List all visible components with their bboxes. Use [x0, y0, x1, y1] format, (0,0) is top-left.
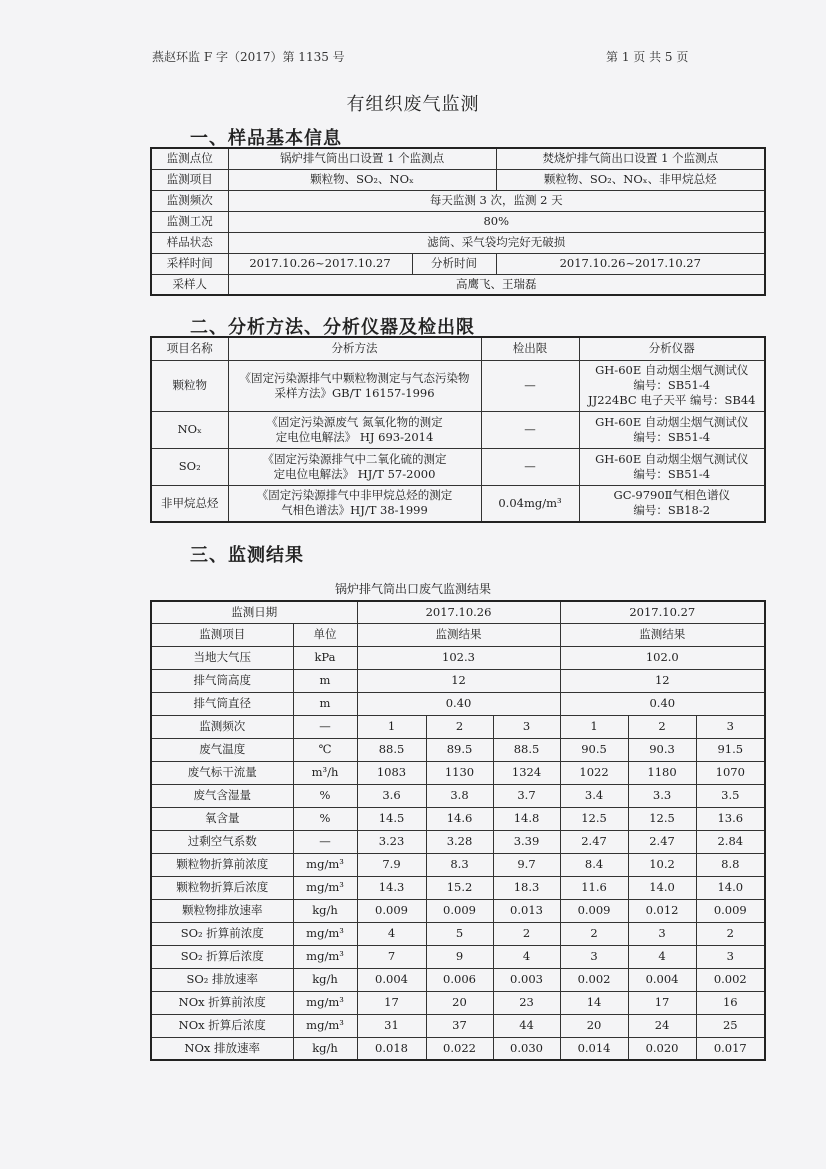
results-value: 3.28: [426, 830, 493, 853]
results-value: 0.012: [628, 899, 696, 922]
results-value: 3.6: [357, 784, 426, 807]
results-value: 2: [493, 922, 560, 945]
results-value: 1324: [493, 761, 560, 784]
results-value: 3: [696, 715, 765, 738]
results-value: 37: [426, 1014, 493, 1037]
results-value: 1: [560, 715, 628, 738]
results-unit: m³/h: [293, 761, 357, 784]
results-value: 3.4: [560, 784, 628, 807]
results-item: 氧含量: [151, 807, 293, 830]
methods-instrument: GH-60E 自动烟尘烟气测试仪 编号：SB51-4 JJ224BC 电子天平 编号：SB44: [579, 360, 765, 411]
methods-header: 项目名称: [151, 337, 228, 360]
results-value: 0.004: [357, 968, 426, 991]
results-item: NOx 折算后浓度: [151, 1014, 293, 1037]
sample-info-table: [150, 147, 766, 296]
methods-item: SO₂: [151, 448, 228, 485]
results-unit: —: [293, 830, 357, 853]
results-unit: kg/h: [293, 1037, 357, 1060]
sample-info-label: 采样时间: [151, 253, 228, 274]
results-item: SO₂ 折算前浓度: [151, 922, 293, 945]
results-item: 颗粒物折算后浓度: [151, 876, 293, 899]
results-item: 过剩空气系数: [151, 830, 293, 853]
results-value: 18.3: [493, 876, 560, 899]
results-value: 1180: [628, 761, 696, 784]
methods-method: 《固定污染源废气 氮氧化物的测定 定电位电解法》 HJ 693-2014: [228, 411, 481, 448]
results-item: 废气标干流量: [151, 761, 293, 784]
results-value: 8.8: [696, 853, 765, 876]
table-row: [151, 922, 765, 945]
results-value: 91.5: [696, 738, 765, 761]
results-date-2: 2017.10.27: [560, 601, 765, 623]
results-value: 2: [560, 922, 628, 945]
sample-info-value: 颗粒物、SO₂、NOₓ、非甲烷总烃: [496, 169, 765, 190]
methods-method: 《固定污染源排气中二氧化硫的测定 定电位电解法》 HJ/T 57-2000: [228, 448, 481, 485]
methods-item: 颗粒物: [151, 360, 228, 411]
results-value: 7: [357, 945, 426, 968]
table-row: [151, 876, 765, 899]
page-info: 第 1 页 共 5 页: [606, 50, 689, 64]
results-value: 20: [426, 991, 493, 1014]
results-value: 7.9: [357, 853, 426, 876]
results-unit: —: [293, 715, 357, 738]
results-value: 3.39: [493, 830, 560, 853]
results-caption: 锅炉排气筒出口废气监测结果: [334, 582, 491, 596]
results-value: 3: [560, 945, 628, 968]
results-value: 0.017: [696, 1037, 765, 1060]
results-value: 0.002: [696, 968, 765, 991]
results-value: 2: [696, 922, 765, 945]
table-row: [151, 761, 765, 784]
results-value: 14.3: [357, 876, 426, 899]
sample-info-value: 80%: [228, 211, 765, 232]
results-unit: kg/h: [293, 968, 357, 991]
section-heading-methods: 二、分析方法、分析仪器及检出限: [190, 317, 475, 338]
methods-item: NOₓ: [151, 411, 228, 448]
sample-info-label: 分析时间: [412, 253, 496, 274]
results-unit: mg/m³: [293, 853, 357, 876]
table-row: [151, 945, 765, 968]
table-row: [151, 899, 765, 922]
results-unit: mg/m³: [293, 1014, 357, 1037]
results-unit: m: [293, 692, 357, 715]
results-item: 排气筒直径: [151, 692, 293, 715]
results-value: 44: [493, 1014, 560, 1037]
sample-info-value: 高鹰飞、王瑞磊: [228, 274, 765, 295]
results-value: 10.2: [628, 853, 696, 876]
table-row: [151, 807, 765, 830]
results-value: 8.3: [426, 853, 493, 876]
results-value: 0.003: [493, 968, 560, 991]
results-value: 102.0: [560, 646, 765, 669]
results-value: 0.009: [696, 899, 765, 922]
results-value: 12.5: [628, 807, 696, 830]
document-title: 有组织废气监测: [346, 94, 480, 115]
results-value: 1130: [426, 761, 493, 784]
results-value: 15.2: [426, 876, 493, 899]
methods-method: 《固定污染源排气中非甲烷总烃的测定 气相色谱法》HJ/T 38-1999: [228, 485, 481, 522]
results-value: 3: [696, 945, 765, 968]
results-value: 0.030: [493, 1037, 560, 1060]
table-row: [151, 646, 765, 669]
results-value: 5: [426, 922, 493, 945]
methods-limit: 0.04mg/m³: [481, 485, 579, 522]
results-item: SO₂ 排放速率: [151, 968, 293, 991]
results-value: 9: [426, 945, 493, 968]
results-value: 88.5: [357, 738, 426, 761]
results-result-label-2: 监测结果: [560, 623, 765, 646]
results-value: 4: [628, 945, 696, 968]
methods-item: 非甲烷总烃: [151, 485, 228, 522]
results-value: 25: [696, 1014, 765, 1037]
sample-info-label: 监测点位: [151, 148, 228, 169]
results-value: 3.5: [696, 784, 765, 807]
sample-info-label: 样品状态: [151, 232, 228, 253]
results-value: 0.009: [560, 899, 628, 922]
results-item: NOx 排放速率: [151, 1037, 293, 1060]
results-value: 102.3: [357, 646, 560, 669]
table-row: [151, 738, 765, 761]
results-unit: mg/m³: [293, 922, 357, 945]
results-value: 3.23: [357, 830, 426, 853]
methods-limit: —: [481, 360, 579, 411]
results-value: 16: [696, 991, 765, 1014]
table-row: [151, 715, 765, 738]
results-value: 20: [560, 1014, 628, 1037]
results-value: 2.47: [628, 830, 696, 853]
results-date-1: 2017.10.26: [357, 601, 560, 623]
methods-limit: —: [481, 411, 579, 448]
results-value: 14.8: [493, 807, 560, 830]
results-item: 颗粒物折算前浓度: [151, 853, 293, 876]
methods-header: 分析方法: [228, 337, 481, 360]
results-value: 0.013: [493, 899, 560, 922]
results-item: 排气筒高度: [151, 669, 293, 692]
results-value: 9.7: [493, 853, 560, 876]
results-value: 0.40: [560, 692, 765, 715]
results-value: 0.006: [426, 968, 493, 991]
methods-instrument: GC-9790Ⅱ气相色谱仪 编号：SB18-2: [579, 485, 765, 522]
results-value: 3.3: [628, 784, 696, 807]
results-value: 90.5: [560, 738, 628, 761]
results-value: 0.004: [628, 968, 696, 991]
results-item: 颗粒物排放速率: [151, 899, 293, 922]
results-unit: kg/h: [293, 899, 357, 922]
sample-info-label: 监测项目: [151, 169, 228, 190]
results-item: 废气含湿量: [151, 784, 293, 807]
sample-info-label: 采样人: [151, 274, 228, 295]
document-number: 燕赵环监 F 字（2017）第 1135 号: [152, 50, 345, 64]
methods-limit: —: [481, 448, 579, 485]
results-unit: %: [293, 807, 357, 830]
results-unit: mg/m³: [293, 876, 357, 899]
results-value: 14.0: [696, 876, 765, 899]
results-value: 24: [628, 1014, 696, 1037]
results-item: SO₂ 折算后浓度: [151, 945, 293, 968]
methods-header: 分析仪器: [579, 337, 765, 360]
results-value: 14.0: [628, 876, 696, 899]
table-row: [151, 968, 765, 991]
table-row: [151, 784, 765, 807]
results-unit: %: [293, 784, 357, 807]
results-unit: ℃: [293, 738, 357, 761]
results-value: 4: [357, 922, 426, 945]
results-value: 0.009: [426, 899, 493, 922]
results-value: 3.8: [426, 784, 493, 807]
methods-table: [150, 336, 766, 523]
results-value: 23: [493, 991, 560, 1014]
results-item: 监测频次: [151, 715, 293, 738]
results-value: 12: [560, 669, 765, 692]
results-value: 14: [560, 991, 628, 1014]
results-value: 12: [357, 669, 560, 692]
results-item-label: 监测项目: [151, 623, 293, 646]
table-row: [151, 1037, 765, 1060]
results-value: 17: [628, 991, 696, 1014]
results-value: 2.47: [560, 830, 628, 853]
results-value: 3.7: [493, 784, 560, 807]
results-date-label: 监测日期: [151, 601, 357, 623]
results-value: 31: [357, 1014, 426, 1037]
results-value: 0.014: [560, 1037, 628, 1060]
sample-info-value: 焚烧炉排气筒出口设置 1 个监测点: [496, 148, 765, 169]
methods-header: 检出限: [481, 337, 579, 360]
table-row: [151, 692, 765, 715]
sample-info-value: 每天监测 3 次，监测 2 天: [228, 190, 765, 211]
results-value: 12.5: [560, 807, 628, 830]
sample-info-label: 监测工况: [151, 211, 228, 232]
results-value: 1: [357, 715, 426, 738]
results-value: 13.6: [696, 807, 765, 830]
results-item: 废气温度: [151, 738, 293, 761]
results-value: 4: [493, 945, 560, 968]
results-value: 0.018: [357, 1037, 426, 1060]
results-item: 当地大气压: [151, 646, 293, 669]
results-value: 3: [628, 922, 696, 945]
results-item: NOx 折算前浓度: [151, 991, 293, 1014]
results-result-label-1: 监测结果: [357, 623, 560, 646]
table-row: [151, 991, 765, 1014]
results-value: 88.5: [493, 738, 560, 761]
results-value: 0.022: [426, 1037, 493, 1060]
results-unit-label: 单位: [293, 623, 357, 646]
results-value: 2: [628, 715, 696, 738]
results-unit: kPa: [293, 646, 357, 669]
methods-instrument: GH-60E 自动烟尘烟气测试仪 编号：SB51-4: [579, 411, 765, 448]
table-row: [151, 1014, 765, 1037]
results-value: 1083: [357, 761, 426, 784]
results-value: 1022: [560, 761, 628, 784]
results-value: 90.3: [628, 738, 696, 761]
results-value: 11.6: [560, 876, 628, 899]
section-heading-results: 三、监测结果: [190, 545, 304, 566]
results-value: 0.002: [560, 968, 628, 991]
results-unit: m: [293, 669, 357, 692]
results-value: 3: [493, 715, 560, 738]
results-value: 0.40: [357, 692, 560, 715]
results-value: 8.4: [560, 853, 628, 876]
results-table: [150, 600, 766, 1061]
sample-info-label: 监测频次: [151, 190, 228, 211]
results-value: 2: [426, 715, 493, 738]
results-value: 14.5: [357, 807, 426, 830]
results-value: 2.84: [696, 830, 765, 853]
sample-info-value: 2017.10.26~2017.10.27: [228, 253, 412, 274]
sample-info-value: 滤筒、采气袋均完好无破损: [228, 232, 765, 253]
sample-info-value: 2017.10.26~2017.10.27: [496, 253, 765, 274]
results-value: 89.5: [426, 738, 493, 761]
results-value: 14.6: [426, 807, 493, 830]
table-row: [151, 830, 765, 853]
methods-method: 《固定污染源排气中颗粒物测定与气态污染物 采样方法》GB/T 16157-1996: [228, 360, 481, 411]
results-value: 17: [357, 991, 426, 1014]
results-unit: mg/m³: [293, 945, 357, 968]
section-heading-sample-info: 一、样品基本信息: [190, 128, 342, 149]
sample-info-value: 锅炉排气筒出口设置 1 个监测点: [228, 148, 496, 169]
results-value: 0.020: [628, 1037, 696, 1060]
table-row: [151, 853, 765, 876]
results-value: 1070: [696, 761, 765, 784]
table-row: [151, 669, 765, 692]
results-value: 0.009: [357, 899, 426, 922]
methods-instrument: GH-60E 自动烟尘烟气测试仪 编号：SB51-4: [579, 448, 765, 485]
results-unit: mg/m³: [293, 991, 357, 1014]
sample-info-value: 颗粒物、SO₂、NOₓ: [228, 169, 496, 190]
